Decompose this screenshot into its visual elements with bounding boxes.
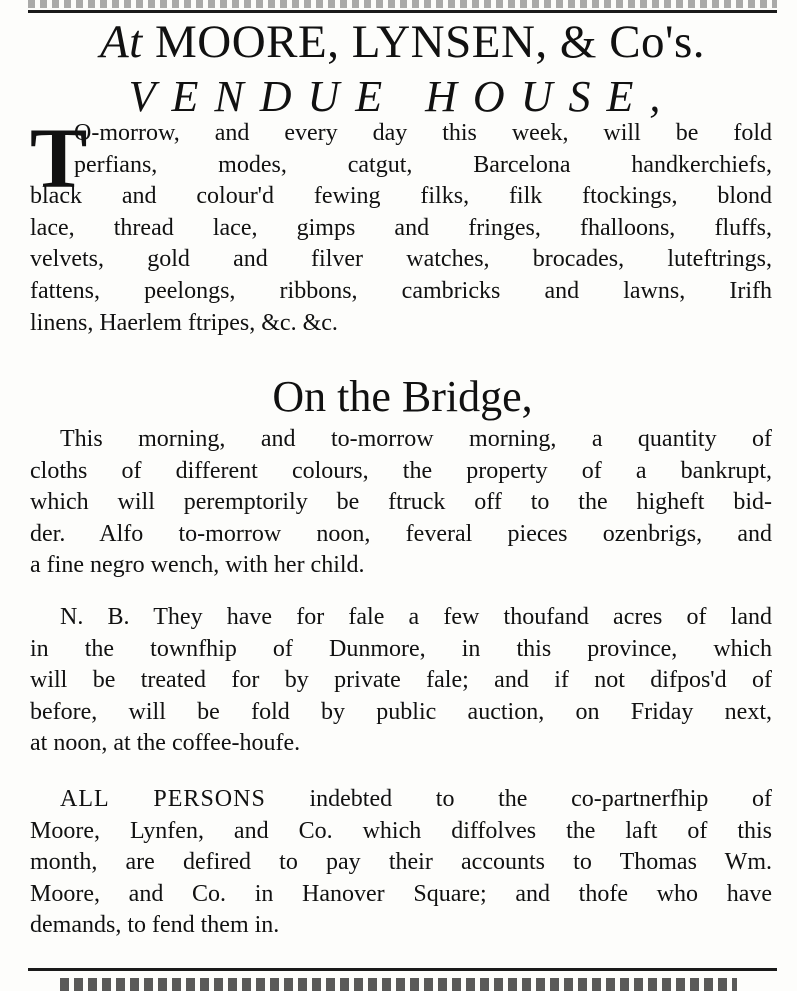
text-line: This morning, and to-morrow morning, a quantity of bbox=[60, 426, 772, 452]
text-line: black and colour'd fewing filks, filk ftockings, blond bbox=[30, 183, 772, 210]
top-clipped-text bbox=[28, 0, 777, 8]
bridge-paragraph-3 bbox=[30, 784, 772, 942]
text-line: lace, thread lace, gimps and fringes, fhalloons, fluffs, bbox=[30, 214, 772, 241]
bridge-paragraph-1 bbox=[30, 424, 772, 582]
subtitle: VENDUE HOUSE, bbox=[128, 72, 677, 121]
text-line: in the townfhip of Dunmore, in this province, which bbox=[30, 635, 772, 662]
text-line: velvets, gold and filver watches, brocades, luteftrings, bbox=[30, 246, 772, 273]
headline bbox=[28, 14, 777, 70]
text-line: demands, to fend them in. bbox=[30, 912, 280, 939]
text-fragment: indebted to the co-partnerfhip of bbox=[309, 786, 773, 812]
text-line: month, are defired to pay their accounts to Thomas Wm. bbox=[30, 849, 772, 876]
text-line: which will peremptorily be ftruck off to the higheft bid- bbox=[30, 489, 772, 516]
text-line bbox=[30, 784, 772, 816]
text-line: linens, Haerlem ftripes, &c. &c. bbox=[30, 309, 338, 336]
text-line: fattens, peelongs, ribbons, cambricks and lawns, Irifh bbox=[30, 277, 772, 304]
bottom-rule bbox=[28, 968, 777, 971]
text-line: perfians, modes, catgut, Barcelona handkerchiefs, bbox=[74, 151, 772, 178]
text-line: will be treated for by private fale; and if not difpos'd of bbox=[30, 667, 772, 694]
headline-main: MOORE, LYNSEN, & Co's. bbox=[154, 16, 706, 68]
text-line: N. B. They have for fale a few thoufand acres of land bbox=[60, 604, 772, 630]
intro-paragraph bbox=[30, 110, 772, 339]
text-line: a fine negro wench, with her child. bbox=[30, 552, 365, 579]
text-line: before, will be fold by public auction, on Friday next, bbox=[30, 698, 772, 725]
drop-cap: T bbox=[30, 110, 88, 206]
section-title: On the Bridge, bbox=[272, 372, 533, 421]
headline-prefix: At bbox=[99, 16, 143, 68]
bottom-clipped-text bbox=[60, 978, 737, 991]
text-line: at noon, at the coffee-houfe. bbox=[30, 730, 301, 757]
text-line: O-morrow, and every day this week, will be fold bbox=[74, 120, 772, 146]
text-line: cloths of different colours, the property of a bankrupt, bbox=[30, 457, 772, 484]
bridge-paragraph-2 bbox=[30, 602, 772, 760]
text-line: Moore, and Co. in Hanover Square; and thofe who have bbox=[30, 880, 772, 907]
text-line: Moore, Lynfen, and Co. which diffolves the laft of this bbox=[30, 817, 772, 844]
top-rule bbox=[28, 10, 777, 13]
emphasis-lead: ALL PERSONS bbox=[60, 786, 266, 812]
text-line: der. Alfo to-morrow noon, feveral pieces ozenbrigs, and bbox=[30, 520, 772, 547]
